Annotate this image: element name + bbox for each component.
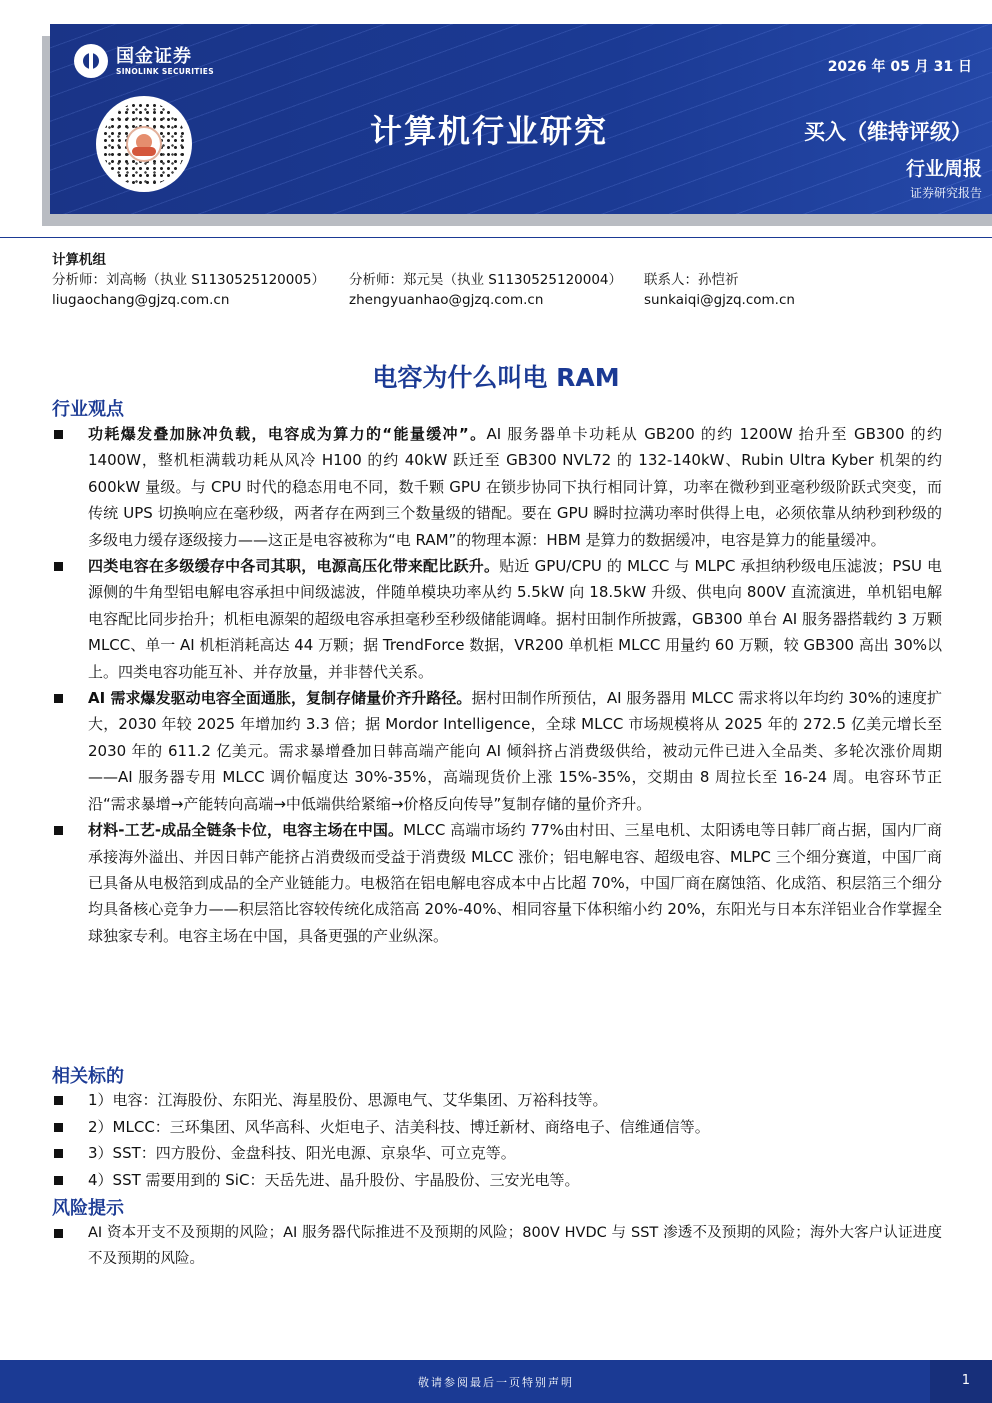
viewpoint-item: AI 需求爆发驱动电容全面通胀，复制存储量价齐升路径。据村田制作所预估，AI 服务器用 MLCC 需求将以年均约 30%的速度扩大，2030 年较 2025 年增加约 3.3 倍；据 Mordor Intelligence，全球 MLCC 市场规模将从 2025 年的 272.5 亿美元增长至 2030 年的 611.2 亿美元。需求暴增叠加日韩高端产能向 AI 倾斜挤占消费级供给，被动元件已进入全品类、多轮次涨价周期——AI 服务器专用 MLCC 调价幅度达 30%-35%，高端现货价上涨 15%-35%，交期由 8 周拉长至 16-24 周。电容环节正沿“需求暴增→产能转向高端→中低端供给紧缩→价格反向传导”复制存储的量价齐升。 [52,685,942,817]
related-list [52,1087,942,1193]
bullet-square-icon [54,694,63,703]
analyst-1 [52,270,325,310]
footer-disclaimer: 敬请参阅最后一页特别声明 [418,1376,574,1389]
viewpoints-list [52,421,942,949]
contact-name: 联系人：孙恺祈 [644,272,739,288]
bullet-square-icon [54,1123,63,1132]
risk-item: AI 资本开支不及预期的风险；AI 服务器代际推进不及预期的风险；800V HVDC 与 SST 渗透不及预期的风险；海外大客户认证进度不及预期的风险。 [52,1220,942,1272]
bullet-square-icon [54,562,63,571]
analysts-block [52,250,795,308]
report-title: 电容为什么叫电 RAM [372,363,620,392]
logo [74,44,214,78]
section-view-heading: 行业观点 [52,399,124,420]
footer [0,1360,992,1403]
analyst-2-name: 分析师：郑元昊（执业 S1130525120004） [349,272,623,288]
analyst-1-email[interactable]: liugaochang@gjzq.com.cn [52,292,230,308]
bullet-square-icon [54,430,63,439]
team-name: 计算机组 [52,252,106,268]
section-risk-heading: 风险提示 [52,1198,124,1219]
viewpoint-item: 功耗爆发叠加脉冲负载，电容成为算力的“能量缓冲”。AI 服务器单卡功耗从 GB200 的约 1200W 抬升至 GB300 的约 1400W，整机柜满载功耗从风冷 H100 的约 40kW 跃迁至 GB300 NVL72 的 132-140kW、Rubin Ultra Kyber 机架的约 600kW 量级。与 CPU 时代的稳态用电不同，数千颗 GPU 在锁步协同下执行相同计算，功率在微秒到亚毫秒级阶跃式突变，而传统 UPS 切换响应在毫秒级，两者存在两到三个数量级的错配。要在 GPU 瞬时拉满功率时供得上电，必须依靠从纳秒到秒级的多级电力缓存逐级接力——这正是电容被称为“电 RAM”的物理本源：HBM 是算力的数据缓冲，电容是算力的能量缓冲。 [52,421,942,553]
analyst-2 [349,270,622,310]
related-item: 4）SST 需要用到的 SiC：天岳先进、晶升股份、宇晶股份、三安光电等。 [52,1167,942,1194]
rating: 买入（维持评级） [804,120,972,144]
bullet-square-icon [54,1176,63,1185]
logo-cn: 国金证券 [116,45,192,67]
related-item: 1）电容：江海股份、东阳光、海星股份、思源电气、艾华集团、万裕科技等。 [52,1087,942,1114]
viewpoint-item: 材料-工艺-成品全链条卡位，电容主场在中国。MLCC 高端市场约 77%由村田、三星电机、太阳诱电等日韩厂商占据，国内厂商承接海外溢出、并因日韩产能挤占消费级而受益于消费级 MLCC 涨价；铝电解电容、超级电容、MLPC 三个细分赛道，中国厂商已具备从电极箔到成品的全产业链能力。电极箔在铝电解电容成本中占比超 70%，中国厂商在腐蚀箔、化成箔、积层箔三个细分均具备核心竞争力——积层箔比容较传统化成箔高 20%-40%、相同容量下体积缩小约 20%，东阳光与日本东洋铝业合作掌握全球独家专利。电容主场在中国，具备更强的产业纵深。 [52,817,942,949]
related-item: 2）MLCC：三环集团、风华高科、火炬电子、洁美科技、博迁新材、商络电子、信维通信等。 [52,1114,942,1141]
qr-code-icon [96,96,192,192]
viewpoint-item: 四类电容在多级缓存中各司其职，电源高压化带来配比跃升。贴近 GPU/CPU 的 MLCC 与 MLPC 承担纳秒级电压滤波；PSU 电源侧的牛角型铝电解电容承担中间级滤波，伴随单模块功率从约 5.5kW 向 18.5kW 升级、供电向 800V 直流演进，单机铝电解电容配比同步抬升；机柜电源架的超级电容承担毫秒至秒级储能调峰。据村田制作所披露，GB300 单台 AI 服务器搭载约 3 万颗 MLCC、单一 AI 机柜消耗高达 44 万颗；据 TrendForce 数据，VR200 单机柜 MLCC 用量约 60 万颗，较 GB300 高出 30%以上。四类电容功能互补、并存放量，并非替代关系。 [52,553,942,685]
bullet-square-icon [54,1149,63,1158]
report-type: 行业周报 [905,158,982,180]
divider [0,237,992,238]
bullet-square-icon [54,826,63,835]
contact [644,270,795,310]
analyst-2-email[interactable]: zhengyuanhao@gjzq.com.cn [349,292,544,308]
section-related-heading: 相关标的 [52,1066,124,1087]
logo-icon [74,44,108,78]
bullet-square-icon [54,1096,63,1105]
related-item: 3）SST：四方股份、金盘科技、阳光电源、京泉华、可立克等。 [52,1140,942,1167]
report-date: 2026 年 05 月 31 日 [827,59,972,75]
page-number: 1 [961,1373,970,1388]
contact-email[interactable]: sunkaiqi@gjzq.com.cn [644,292,795,308]
risk-list [52,1220,942,1272]
report-subtitle: 证券研究报告 [909,186,982,200]
header-banner [50,24,992,214]
industry-title: 计算机行业研究 [370,112,609,150]
analyst-1-name: 分析师：刘高畅（执业 S1130525120005） [52,272,326,288]
bullet-square-icon [54,1229,63,1238]
logo-en: SINOLINK SECURITIES [116,66,214,76]
